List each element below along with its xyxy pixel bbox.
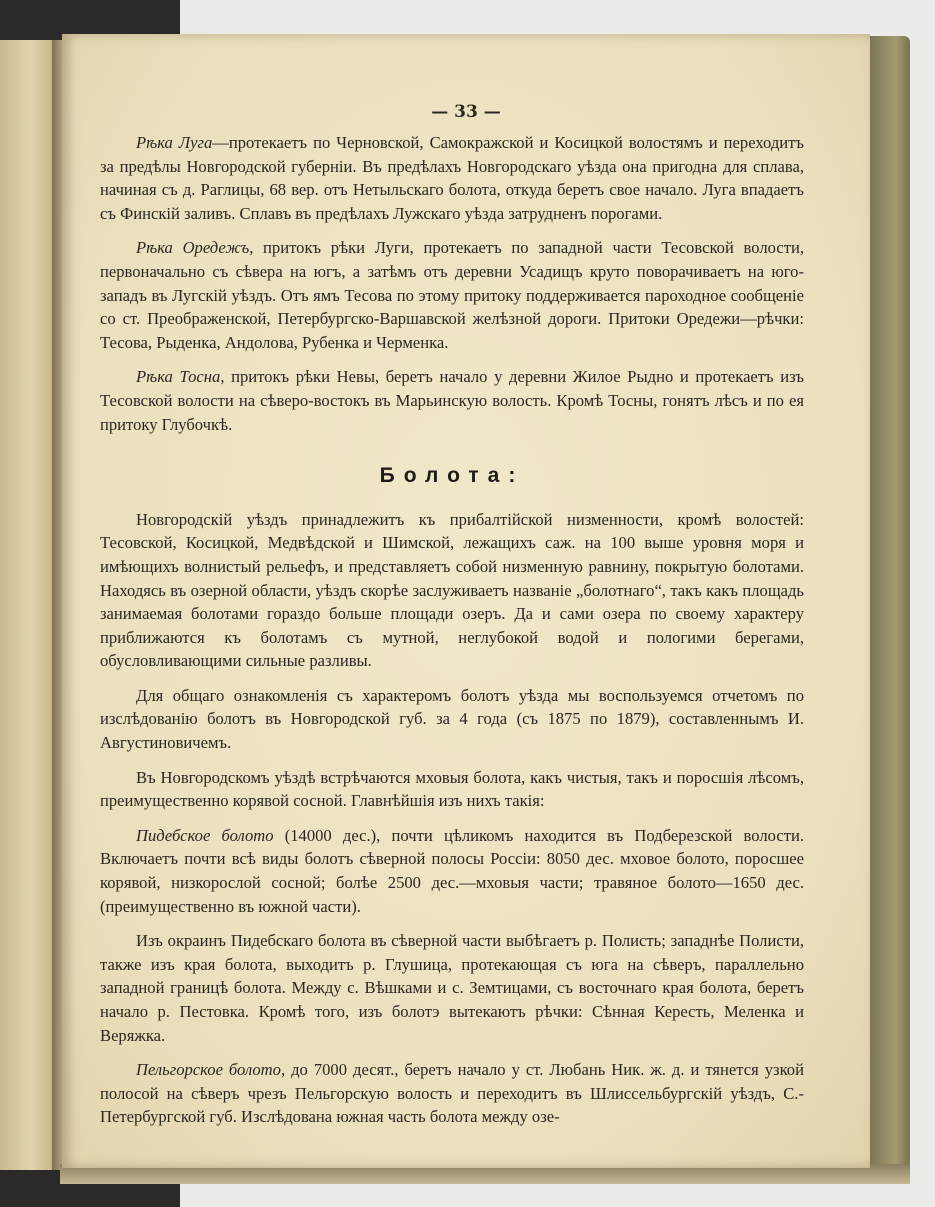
paragraph-marsh-intro: [100, 508, 804, 673]
paragraph-pelgorskoe: [100, 1058, 804, 1129]
paragraph-survey: [100, 684, 804, 755]
paragraph-text: Для общаго ознакомленія съ характеромъ болотъ уѣзда мы воспользуемся отчетомъ по изслѣдованію болотъ въ Новгородской губ. за 4 года (съ 1875 по 1879), составленнымъ И. Августиновичемъ.: [100, 685, 804, 753]
book-page: [62, 34, 870, 1168]
paragraph-text: , притокъ рѣки Невы, беретъ начало у деревни Жилое Рыдно и протекаетъ изъ Тесовской волости на сѣверо-востокъ въ Марьинскую волость. Кромѣ Тосны, гонятъ лѣсъ и по ея притоку Глубочкѣ.: [100, 367, 804, 434]
river-name: Рѣка Луга: [136, 133, 213, 152]
paragraph-text: до 7000 десят., беретъ начало у ст. Любань Ник. ж. д. и тянется узкой полосой на сѣверъ чрезъ Пельгорскую волость и переходитъ въ Шлиссельбургскій уѣздъ, С.-Петербургской губ. Изслѣдована южная часть болота между озе-: [100, 1060, 804, 1127]
river-name: Рѣка Тосна: [136, 367, 221, 387]
paragraph-oredezh: [100, 236, 804, 354]
paragraph-text: Изъ окраинъ Пидебскаго болота въ сѣверной части выбѣгаетъ р. Полисть; западнѣе Полисти, также изъ края болота, выходитъ р. Глушица, протекающая съ юга на сѣверъ, параллельно западной границѣ болота. Между с. Вѣшками и с. Земтицами, съ восточнаго края болота, беретъ начало р. Пестовка. Кромѣ того, изъ болотэ вытекаютъ рѣчки: Сѣнная Кересть, Меленка и Веряжка.: [100, 931, 804, 1045]
paragraph-text: (14000 дес.), почти цѣликомъ находится въ Подберезской волости. Включаетъ почти всѣ виды болотъ сѣверной полосы Россіи: 8050 дес. мховое болото, поросшее корявой, низкорослой сосной; болѣе 2500 дес.—мховыя части; травяное болото—1650 дес. (преимущественно въ южной части).: [100, 825, 804, 916]
paragraph-types: [100, 766, 804, 813]
paragraph-tosna: [100, 365, 804, 436]
marsh-name: Пидебское болото: [136, 825, 274, 845]
paragraph-luga: [100, 131, 804, 225]
paragraph-text: Въ Новгородскомъ уѣздѣ встрѣчаются мховыя болота, какъ чистыя, такъ и поросшія лѣсомъ, преимущественно корявой сосной. Главнѣйшія изъ нихъ такія:: [100, 767, 804, 811]
paragraph-rivers-from-marsh: [100, 929, 804, 1047]
paragraph-text: , притокъ рѣки Луги, протекаетъ по западной части Тесовской волости, первоначально съ сѣвера на югъ, а затѣмъ отъ деревни Усадищъ круто поворачиваетъ на юго-западъ въ Лугскій уѣздъ. Отъ ямъ Тесова по этому притоку поддерживается пароходное сообщеніе со ст. Преображенской, Петербургско-Варшавской желѣзной дороги. Притоки Оредежи—рѣчки: Тесова, Рыденка, Андолова, Рубенка и Черменка.: [100, 238, 804, 352]
page-content: [100, 131, 804, 1140]
river-name: Рѣка Оредежъ: [136, 238, 250, 258]
section-title: Болота:: [379, 464, 525, 488]
paragraph-pidebskoe: [100, 824, 804, 918]
paragraph-text: —протекаетъ по Черновской, Самокражской и Косицкой волостямъ и переходитъ за предѣлы Новгородской губерніи. Въ предѣлахъ Новгородскаго уѣзда она пригодна для сплава, начиная съ д. Раглицы, 68 вер. отъ Нетыльскаго болота, откуда беретъ свое начало. Луга впадаетъ съ Финскій заливъ. Сплавъ въ предѣлахъ Лужскаго уѣзда затрудненъ порогами.: [100, 133, 804, 223]
marsh-name: Пельгорское болото,: [136, 1060, 286, 1080]
paragraph-text: Новгородскій уѣздъ принадлежитъ къ прибалтійской низменности, кромѣ волостей: Тесовской, Косицкой, Медвѣдской и Шимской, лежащихъ саж. на 100 выше уровня моря и имѣющихъ волнистый рельефъ, и представляетъ собой низменную равнину, покрытую болотами. Находясь въ озерной области, уѣздъ скорѣе заслуживаетъ названіе „болотнаго“, такъ какъ площадь занимаемая болотами гораздо больше площади озеръ. Да и сами озера по своему характеру приближаются къ болотамъ съ мутной, неглубокой водой и пологими берегами, обусловливающими сильные разливы.: [100, 509, 804, 671]
page-number: — 33 —: [431, 102, 501, 122]
left-page-edge: [0, 40, 54, 1170]
